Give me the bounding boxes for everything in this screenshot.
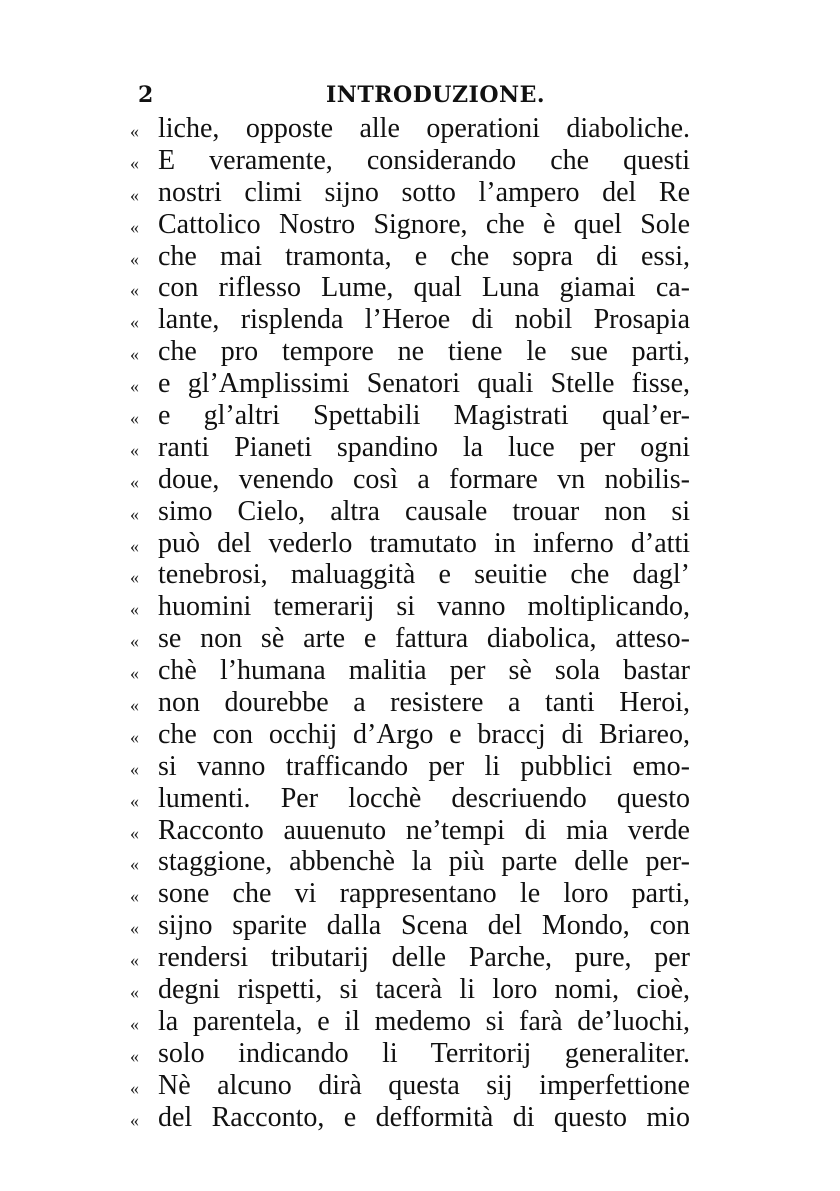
line-text: sone che vi rappresentano le loro parti, <box>158 878 690 910</box>
quote-mark: « <box>130 599 139 620</box>
quote-mark: « <box>130 758 139 779</box>
text-line <box>130 1070 690 1102</box>
text-line <box>130 687 690 719</box>
line-text: che mai tramonta, e che sopra di essi, <box>158 240 690 272</box>
line-text: huomini temerarij si vanno moltiplicando, <box>158 591 690 623</box>
text-line <box>130 528 690 560</box>
text-line <box>130 496 690 528</box>
quote-mark: « <box>130 982 139 1003</box>
text-line <box>130 113 690 145</box>
text-line <box>130 209 690 241</box>
line-text: solo indicando li Territorij generaliter. <box>158 1037 690 1069</box>
text-line <box>130 783 690 815</box>
text-line <box>130 432 690 464</box>
line-text: Racconto auuenuto ne’tempi di mia verde <box>158 814 690 846</box>
text-line <box>130 1102 690 1134</box>
text-line <box>130 815 690 847</box>
body-text <box>130 113 690 1134</box>
text-line <box>130 336 690 368</box>
line-text: e gl’altri Spettabili Magistrati qual’er- <box>158 400 690 432</box>
line-text: lante, risplenda l’Heroe di nobil Prosapia <box>158 304 690 336</box>
line-text: doue, venendo così a formare vn nobilis- <box>158 463 690 495</box>
line-text: del Racconto, e defformità di questo mio <box>158 1101 690 1133</box>
line-text: Cattolico Nostro Signore, che è quel Sole <box>158 208 690 240</box>
line-text: si vanno trafficando per li pubblici emo- <box>158 750 690 782</box>
line-text: e gl’Amplissimi Senatori quali Stelle fisse, <box>158 368 690 400</box>
line-text: può del vederlo tramutato in inferno d’atti <box>158 527 690 559</box>
quote-mark: « <box>130 695 139 716</box>
quote-mark: « <box>130 471 139 492</box>
line-text: con riflesso Lume, qual Luna giamai ca- <box>158 272 690 304</box>
text-line <box>130 751 690 783</box>
text-line <box>130 177 690 209</box>
quote-mark: « <box>130 439 139 460</box>
quote-mark: « <box>130 726 139 747</box>
quote-mark: « <box>130 248 139 269</box>
line-text: che pro tempore ne tiene le sue parti, <box>158 336 690 368</box>
quote-mark: « <box>130 503 139 524</box>
line-text: che con occhij d’Argo e braccj di Briareo, <box>158 718 690 750</box>
quote-mark: « <box>130 376 139 397</box>
quote-mark: « <box>130 567 139 588</box>
text-line <box>130 878 690 910</box>
quote-mark: « <box>130 1045 139 1066</box>
text-line <box>130 655 690 687</box>
quote-mark: « <box>130 1077 139 1098</box>
line-text: liche, opposte alle operationi diaboliche. <box>158 113 690 144</box>
quote-mark: « <box>130 280 139 301</box>
line-text: non dourebbe a resistere a tanti Heroi, <box>158 687 690 719</box>
quote-mark: « <box>130 184 139 205</box>
quote-mark: « <box>130 918 139 939</box>
text-line <box>130 942 690 974</box>
quote-mark: « <box>130 663 139 684</box>
line-text: lumenti. Per locchè descriuendo questo <box>158 782 690 814</box>
line-text: se non sè arte e fattura diabolica, atteso- <box>158 623 690 655</box>
text-line <box>130 272 690 304</box>
line-text: ranti Pianeti spandino la luce per ogni <box>158 431 690 463</box>
quote-mark: « <box>130 216 139 237</box>
text-line <box>130 304 690 336</box>
text-line <box>130 1038 690 1070</box>
line-text: tenebrosi, maluaggità e seuitie che dagl’ <box>158 559 690 591</box>
line-text: degni rispetti, si tacerà li loro nomi, cioè, <box>158 974 690 1006</box>
quote-mark: « <box>130 121 139 141</box>
text-line <box>130 241 690 273</box>
running-title: INTRODUZIONE. <box>326 82 546 108</box>
text-line <box>130 145 690 177</box>
quote-mark: « <box>130 822 139 843</box>
quote-mark: « <box>130 790 139 811</box>
text-line <box>130 559 690 591</box>
quote-mark: « <box>130 854 139 875</box>
page-header <box>138 78 688 110</box>
line-text: chè l’humana malitia per sè sola bastar <box>158 655 690 687</box>
text-line <box>130 623 690 655</box>
page-number: 2 <box>138 82 154 108</box>
quote-mark: « <box>130 950 139 971</box>
line-text: E veramente, considerando che questi <box>158 144 690 176</box>
quote-mark: « <box>130 344 139 365</box>
quote-mark: « <box>130 886 139 907</box>
quote-mark: « <box>130 1013 139 1034</box>
text-line <box>130 974 690 1006</box>
quote-mark: « <box>130 152 139 173</box>
quote-mark: « <box>130 1109 139 1130</box>
line-text: Nè alcuno dirà questa sij imperfettione <box>158 1069 690 1101</box>
line-text: nostri climi sijno sotto l’ampero del Re <box>158 176 690 208</box>
text-line <box>130 1006 690 1038</box>
line-text: la parentela, e il medemo si farà de’luochi, <box>158 1005 690 1037</box>
text-line <box>130 464 690 496</box>
quote-mark: « <box>130 631 139 652</box>
line-text: simo Cielo, altra causale trouar non si <box>158 495 690 527</box>
line-text: staggione, abbenchè la più parte delle per- <box>158 846 690 878</box>
line-text: sijno sparite dalla Scena del Mondo, con <box>158 910 690 942</box>
text-line <box>130 400 690 432</box>
text-line <box>130 846 690 878</box>
text-line <box>130 591 690 623</box>
text-line <box>130 368 690 400</box>
text-line <box>130 910 690 942</box>
quote-mark: « <box>130 535 139 556</box>
quote-mark: « <box>130 312 139 333</box>
quote-mark: « <box>130 408 139 429</box>
line-text: rendersi tributarij delle Parche, pure, per <box>158 942 690 974</box>
text-line <box>130 719 690 751</box>
